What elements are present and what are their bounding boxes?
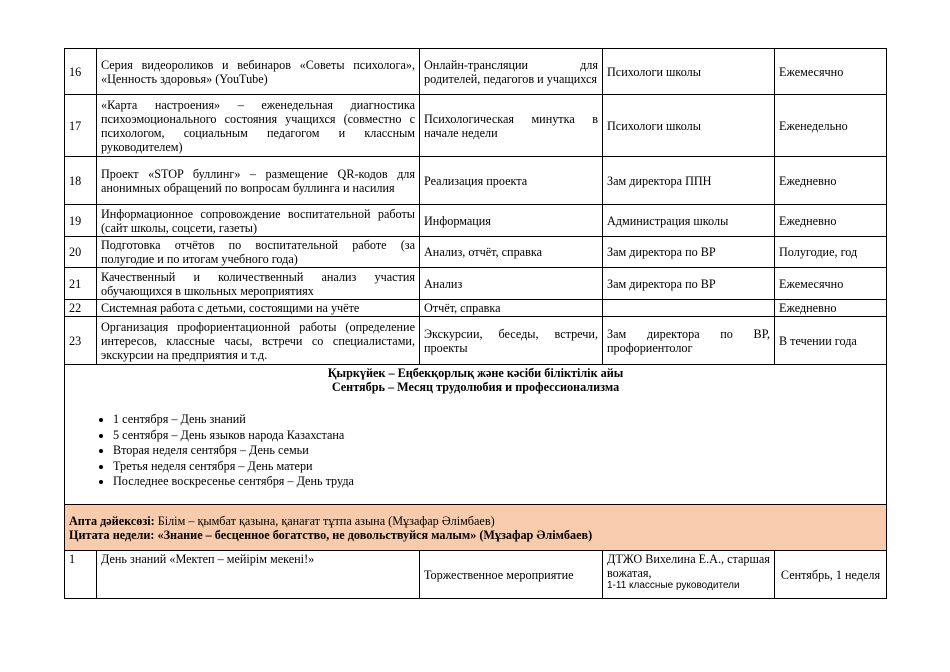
- timing-cell: Ежедневно: [775, 300, 887, 317]
- list-item: • 1 сентября – День знаний: [113, 412, 882, 428]
- row-number: 23: [65, 317, 97, 365]
- responsible-cell: [603, 551, 775, 599]
- quote-row: [65, 505, 887, 551]
- event-cell: Информационное сопровождение воспитательной работы (сайт школы, соцсети, газеты): [97, 205, 420, 237]
- quote-ru-text: «Знание – бесценное богатство, не довольствуйся малым» (Мұзафар Әлімбаев): [157, 527, 593, 542]
- event-cell: Организация профориентационной работы (определение интересов, классные часы, встречи со специалистами, экскурсии на предприятия и т.д.: [97, 317, 420, 365]
- responsible-cell: Зам директора по ВР, профориентолог: [603, 317, 775, 365]
- form-cell: Экскурсии, беседы, встречи, проекты: [420, 317, 603, 365]
- section-row: [65, 365, 887, 505]
- timing-cell: Ежемесячно: [775, 49, 887, 95]
- event-cell: Системная работа с детьми, состоящими на учёте: [97, 300, 420, 317]
- list-item: • 5 сентября – День языков народа Казахстана: [113, 428, 882, 444]
- responsible-line: ДТЖО Вихелина Е.А., старшая вожатая,: [607, 552, 770, 580]
- event-cell: Подготовка отчётов по воспитательной работе (за полугодие и по итогам учебного года): [97, 237, 420, 268]
- responsible-line: 1-11 классные руководители: [607, 580, 740, 591]
- responsible-cell: Психологи школы: [603, 49, 775, 95]
- row-number: 16: [65, 49, 97, 95]
- table-row: [65, 317, 887, 365]
- row-number: 18: [65, 157, 97, 205]
- list-item: • Третья неделя сентября – День матери: [113, 459, 882, 475]
- quote-kz-label: Апта дәйексөзі:: [69, 513, 155, 528]
- row-number: 19: [65, 205, 97, 237]
- table-row: [65, 237, 887, 268]
- quote-kz: [69, 514, 882, 528]
- quote-block: [65, 505, 887, 551]
- quote-ru: [69, 528, 882, 542]
- month-section: [65, 365, 887, 505]
- event-cell: День знаний «Мектеп – мейірім мекені!»: [97, 551, 420, 599]
- list-item: • Вторая неделя сентября – День семьи: [113, 443, 882, 459]
- table-row: [65, 300, 887, 317]
- table-row: [65, 268, 887, 300]
- event-cell: Серия видеороликов и вебинаров «Советы психолога», «Ценность здоровья» (YouTube): [97, 49, 420, 95]
- plan-table: [64, 48, 887, 599]
- responsible-cell: Администрация школы: [603, 205, 775, 237]
- form-cell: Онлайн-трансляции для родителей, педагогов и учащихся: [420, 49, 603, 95]
- quote-kz-text: Білім – қымбат қазына, қанағат тұтпа азына (Мұзафар Әлімбаев): [157, 513, 495, 528]
- timing-cell: Ежемесячно: [775, 268, 887, 300]
- responsible-cell: Зам директора по ВР: [603, 268, 775, 300]
- quote-ru-label: Цитата недели:: [69, 527, 155, 542]
- row-number: 1: [65, 551, 97, 599]
- timing-cell: Полугодие, год: [775, 237, 887, 268]
- holiday-list: [69, 412, 882, 490]
- form-cell: Информация: [420, 205, 603, 237]
- timing-cell: В течении года: [775, 317, 887, 365]
- timing-cell: Ежедневно: [775, 157, 887, 205]
- event-cell: Проект «STOP буллинг» – размещение QR-кодов для анонимных обращений по вопросам буллинга и насилия: [97, 157, 420, 205]
- row-number: 21: [65, 268, 97, 300]
- section-title-ru: Сентябрь – Месяц трудолюбия и профессионализма: [331, 380, 620, 394]
- form-cell: Отчёт, справка: [420, 300, 603, 317]
- form-cell: Анализ, отчёт, справка: [420, 237, 603, 268]
- form-cell: Анализ: [420, 268, 603, 300]
- table-row: [65, 95, 887, 157]
- table-row: [65, 205, 887, 237]
- event-cell: Качественный и количественный анализ участия обучающихся в школьных мероприятиях: [97, 268, 420, 300]
- row-number: 20: [65, 237, 97, 268]
- table-row: [65, 551, 887, 599]
- list-item: • Последнее воскресенье сентября – День труда: [113, 474, 882, 490]
- form-cell: Реализация проекта: [420, 157, 603, 205]
- responsible-cell: Психологи школы: [603, 95, 775, 157]
- row-number: 22: [65, 300, 97, 317]
- row-number: 17: [65, 95, 97, 157]
- form-cell: Психологическая минутка в начале недели: [420, 95, 603, 157]
- responsible-cell: [603, 300, 775, 317]
- responsible-cell: Зам директора ППН: [603, 157, 775, 205]
- timing-cell: Ежедневно: [775, 205, 887, 237]
- table-row: [65, 157, 887, 205]
- table-row: [65, 49, 887, 95]
- timing-cell: Сентябрь, 1 неделя: [775, 551, 887, 599]
- section-title-kz: Қыркүйек – Еңбекқорлық және кәсіби біліктілік айы: [327, 366, 624, 380]
- form-cell: Торжественное мероприятие: [420, 551, 603, 599]
- responsible-cell: Зам директора по ВР: [603, 237, 775, 268]
- timing-cell: Еженедельно: [775, 95, 887, 157]
- event-cell: «Карта настроения» – еженедельная диагностика психоэмоционального состояния учащихся (совместно с психологом, социальным педагогом и классным руководителем): [97, 95, 420, 157]
